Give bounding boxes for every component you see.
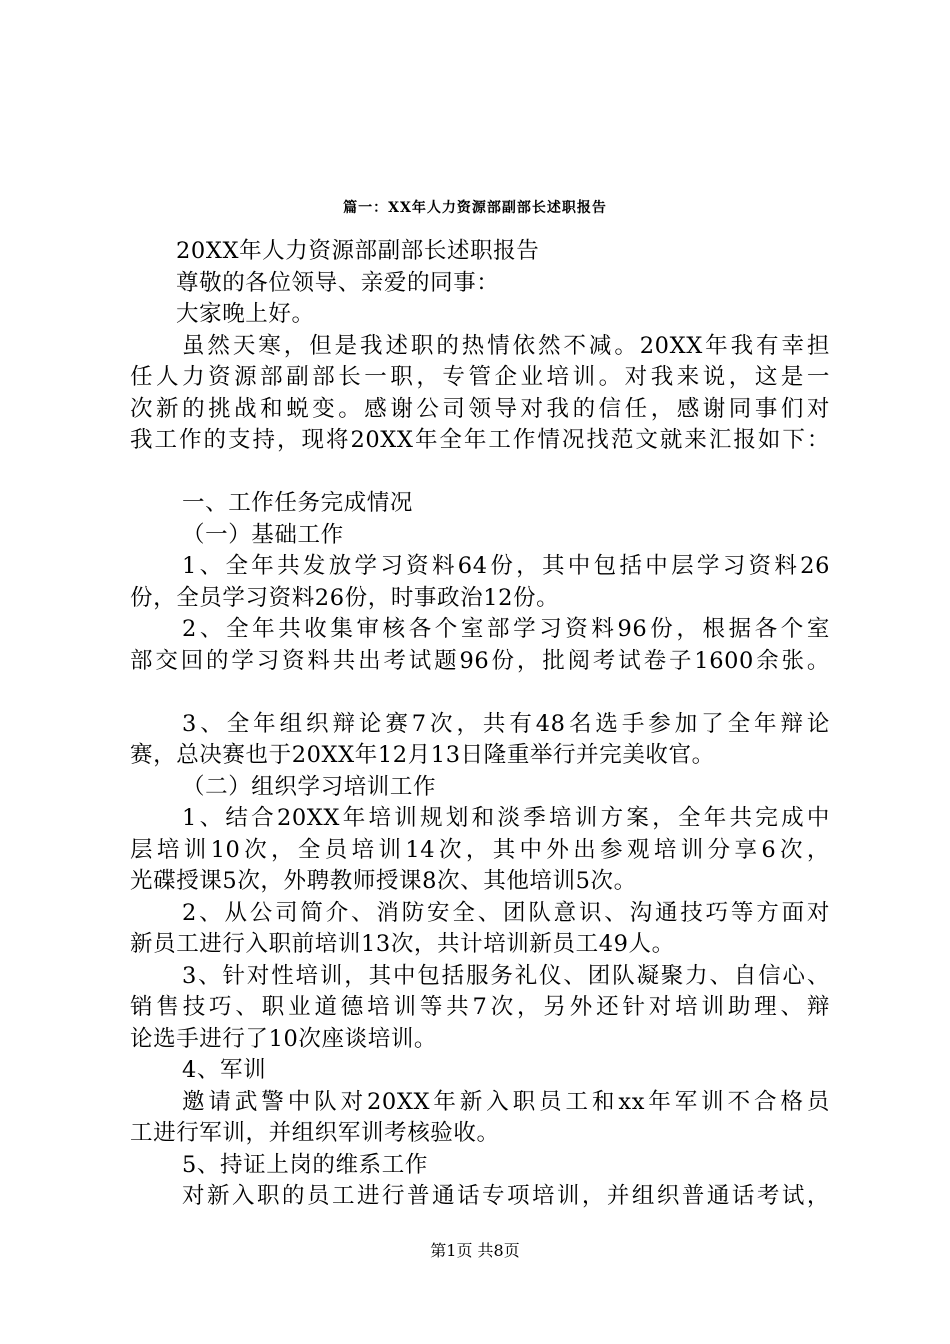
paragraph-line: 份，全员学习资料26份，时事政治12份。 [130, 584, 560, 611]
paragraph-line: 1、结合20XX年培训规划和淡季培训方案，全年共完成中 [182, 805, 830, 831]
page-number-footer: 第1页 共8页 [430, 1241, 520, 1260]
blank-line [130, 457, 830, 489]
subtitle-line: 20XX年人力资源部副部长述职报告 [176, 238, 540, 264]
paragraph-line: 任人力资源部副部长一职，专管企业培训。对我来说，这是一 [130, 364, 830, 390]
document-title: 篇一：XX年人力资源部副部长述职报告 [343, 200, 607, 216]
paragraph-line: 销售技巧、职业道德培训等共7次，另外还针对培训助理、辩 [130, 994, 830, 1020]
paragraph-line: 论选手进行了10次座谈培训。 [130, 1025, 438, 1052]
paragraph-line: 次新的挑战和蜕变。感谢公司领导对我的信任，感谢同事们对 [130, 395, 830, 422]
salutation-line: 尊敬的各位领导、亲爱的同事： [176, 269, 500, 296]
paragraph-line: 新员工进行入职前培训13次，共计培训新员工49人。 [130, 931, 675, 957]
paragraph-line: 赛，总决赛也于20XX年12月13日隆重举行并完美收官。 [130, 742, 715, 768]
paragraph-line: 层培训10次，全员培训14次，其中外出参观培训分享6次， [130, 836, 830, 863]
document-body [130, 236, 830, 1213]
paragraph-line: 3、全年组织辩论赛7次，共有48名选手参加了全年辩论 [182, 710, 830, 737]
section-heading: 一、工作任务完成情况 [182, 490, 414, 516]
blank-line [130, 677, 830, 709]
paragraph-line: 我工作的支持，现将20XX年全年工作情况找范文就来汇报如下： [130, 427, 830, 453]
paragraph-line: 工进行军训，并组织军训考核验收。 [130, 1120, 500, 1146]
subsection-heading: 5、持证上岗的维系工作 [182, 1151, 428, 1178]
paragraph-line: 3、针对性培训，其中包括服务礼仪、团队凝聚力、自信心、 [182, 962, 830, 989]
paragraph-line: 部交回的学习资料共出考试题96份，批阅考试卷子1600余张。 [130, 647, 830, 674]
paragraph-line: 1、全年共发放学习资料64份，其中包括中层学习资料26 [182, 553, 830, 579]
paragraph-line: 邀请武警中队对20XX年新入职员工和xx年军训不合格员 [182, 1088, 830, 1115]
subsection-heading: （二）组织学习培训工作 [182, 773, 437, 800]
paragraph-line: 光碟授课5次，外聘教师授课8次、其他培训5次。 [130, 868, 637, 894]
subsection-heading: （一）基础工作 [182, 521, 344, 548]
paragraph-line: 对新入职的员工进行普通话专项培训，并组织普通话考试， [182, 1183, 830, 1209]
paragraph-line: 虽然天寒，但是我述职的热情依然不减。20XX年我有幸担 [182, 332, 830, 359]
paragraph-line: 2、全年共收集审核各个室部学习资料96份，根据各个室 [182, 616, 830, 642]
greeting-line: 大家晚上好。 [176, 301, 315, 327]
paragraph-line: 2、从公司简介、消防安全、团队意识、沟通技巧等方面对 [182, 899, 830, 926]
subsection-heading: 4、军训 [182, 1057, 267, 1083]
